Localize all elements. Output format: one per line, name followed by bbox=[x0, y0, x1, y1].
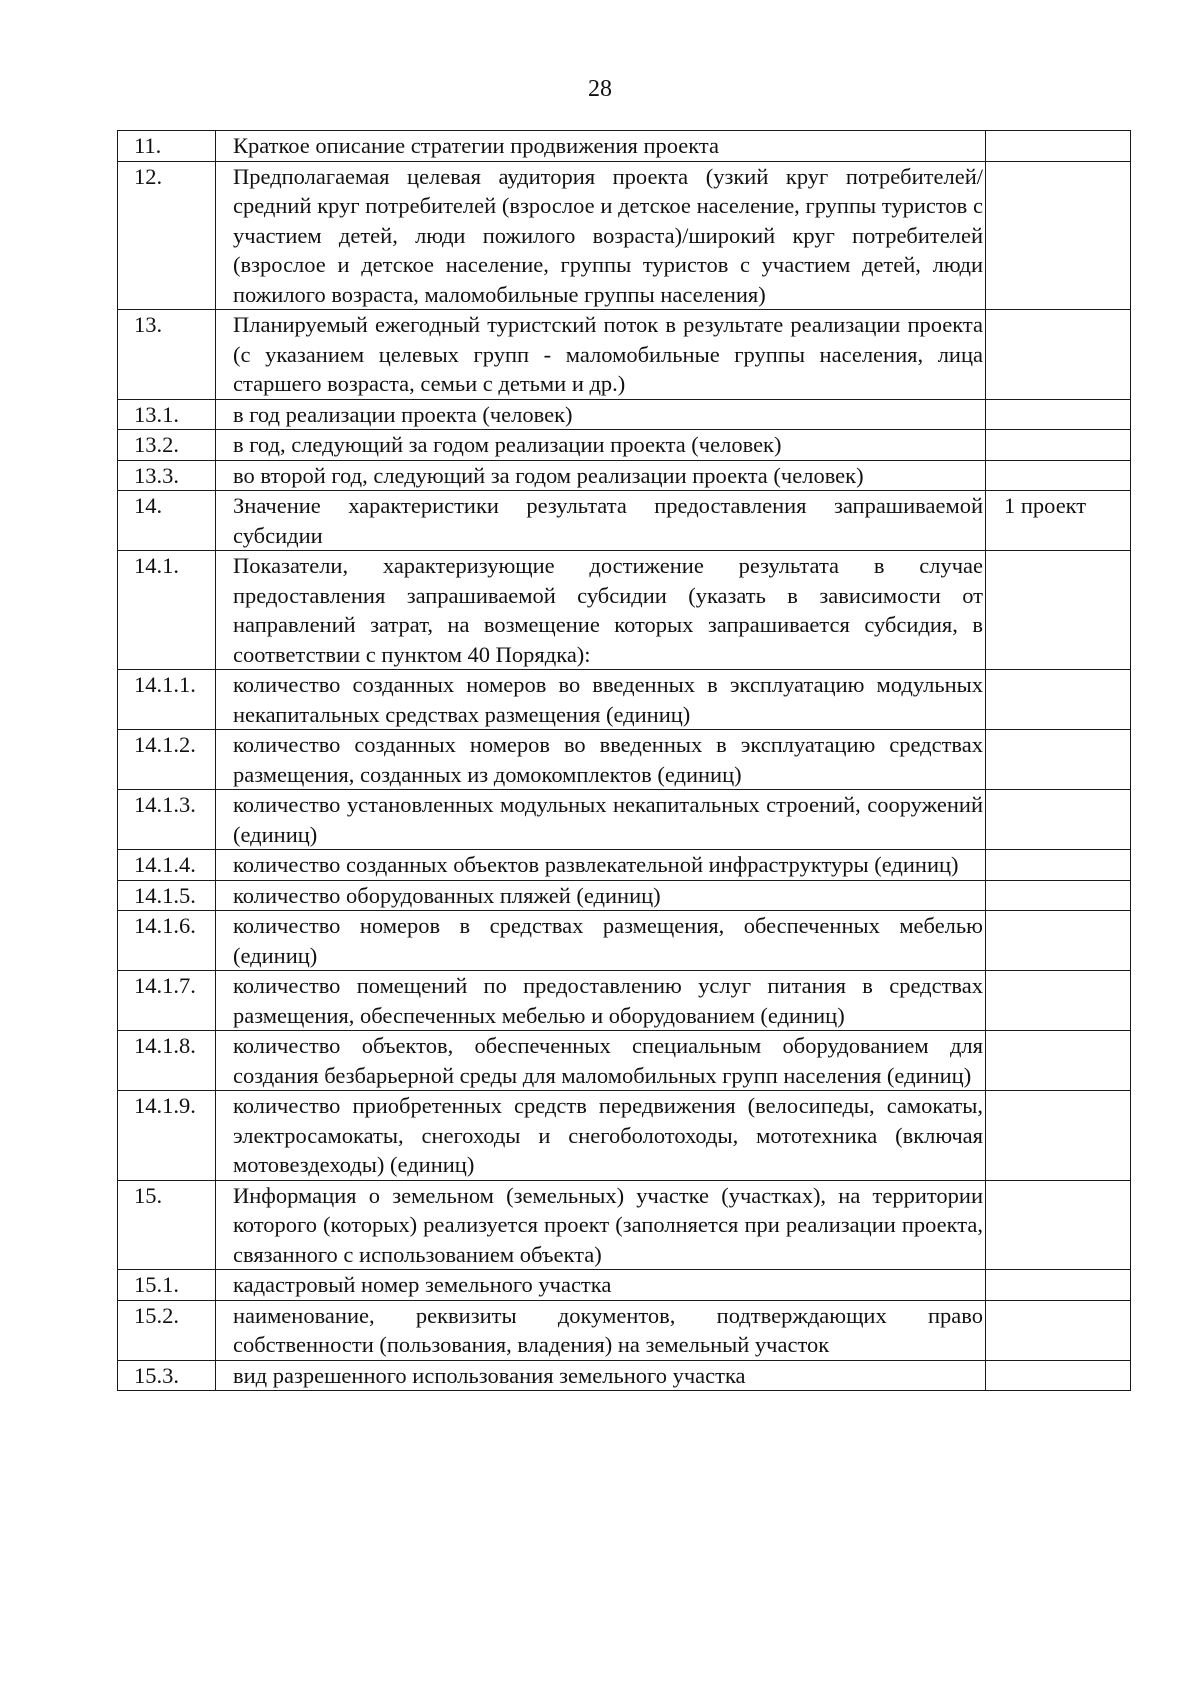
row-value bbox=[986, 730, 1131, 790]
row-description: Значение характеристики результата предоставления запрашиваемой субсидии bbox=[216, 491, 986, 551]
table-row bbox=[118, 1360, 1131, 1391]
table-row bbox=[118, 491, 1131, 551]
row-value bbox=[986, 161, 1131, 310]
row-description: количество созданных объектов развлекательной инфраструктуры (единиц) bbox=[216, 850, 986, 881]
table-row bbox=[118, 850, 1131, 881]
page-number: 28 bbox=[588, 76, 612, 102]
row-value bbox=[986, 460, 1131, 491]
table-row bbox=[118, 161, 1131, 310]
table-row bbox=[118, 310, 1131, 400]
row-value bbox=[986, 790, 1131, 850]
row-description: количество приобретенных средств передвижения (велосипеды, самокаты, электросамокаты, снегоходы и снегоболотоходы, мототехника (включая мотовездеходы) (единиц) bbox=[216, 1091, 986, 1181]
row-description: кадастровый номер земельного участка bbox=[216, 1270, 986, 1301]
row-description: количество помещений по предоставлению услуг питания в средствах размещения, обеспеченных мебелью и оборудованием (единиц) bbox=[216, 971, 986, 1031]
table-row bbox=[118, 1180, 1131, 1270]
row-description: вид разрешенного использования земельного участка bbox=[216, 1360, 986, 1391]
table-row bbox=[118, 131, 1131, 162]
row-number: 15.1. bbox=[118, 1270, 216, 1301]
row-description: Информация о земельном (земельных) участке (участках), на территории которого (которых) реализуется проект (заполняется при реализации проекта, связанного с использованием объекта) bbox=[216, 1180, 986, 1270]
row-value bbox=[986, 880, 1131, 911]
row-number: 11. bbox=[118, 131, 216, 162]
row-description: Показатели, характеризующие достижение результата в случае предоставления запрашиваемой субсидии (указать в зависимости от направлений затрат, на возмещение которых запрашивается субсидия, в соответствии с пунктом 40 Порядка): bbox=[216, 551, 986, 670]
row-number: 14.1.9. bbox=[118, 1091, 216, 1181]
table-row bbox=[118, 399, 1131, 430]
row-value bbox=[986, 131, 1131, 162]
row-description: количество созданных номеров во введенных в эксплуатацию модульных некапитальных средствах размещения (единиц) bbox=[216, 670, 986, 730]
row-number: 13. bbox=[118, 310, 216, 400]
row-value bbox=[986, 430, 1131, 461]
row-description: в год, следующий за годом реализации проекта (человек) bbox=[216, 430, 986, 461]
row-value bbox=[986, 1180, 1131, 1270]
row-value bbox=[986, 911, 1131, 971]
row-number: 14.1.8. bbox=[118, 1031, 216, 1091]
row-description: наименование, реквизиты документов, подтверждающих право собственности (пользования, владения) на земельный участок bbox=[216, 1300, 986, 1360]
table-row bbox=[118, 971, 1131, 1031]
row-description: во второй год, следующий за годом реализации проекта (человек) bbox=[216, 460, 986, 491]
row-value bbox=[986, 1091, 1131, 1181]
table-body bbox=[118, 131, 1131, 1391]
row-number: 14.1.6. bbox=[118, 911, 216, 971]
table-row bbox=[118, 730, 1131, 790]
row-description: Краткое описание стратегии продвижения проекта bbox=[216, 131, 986, 162]
row-number: 14.1.3. bbox=[118, 790, 216, 850]
row-value bbox=[986, 551, 1131, 670]
row-description: количество созданных номеров во введенных в эксплуатацию средствах размещения, созданных из домокомплектов (единиц) bbox=[216, 730, 986, 790]
row-number: 12. bbox=[118, 161, 216, 310]
row-description: Предполагаемая целевая аудитория проекта (узкий круг потребителей/средний круг потребителей (взрослое и детское население, группы туристов с участием детей, люди пожилого возраста)/широкий круг потребителей (взрослое и детское население, группы туристов с участием детей, люди пожилого возраста, маломобильные группы населения) bbox=[216, 161, 986, 310]
row-number: 14. bbox=[118, 491, 216, 551]
row-value: 1 проект bbox=[986, 491, 1131, 551]
application-form-table bbox=[117, 130, 1131, 1391]
row-number: 15.3. bbox=[118, 1360, 216, 1391]
table-row bbox=[118, 670, 1131, 730]
row-number: 14.1.7. bbox=[118, 971, 216, 1031]
table-row bbox=[118, 880, 1131, 911]
row-description: количество оборудованных пляжей (единиц) bbox=[216, 880, 986, 911]
row-description: Планируемый ежегодный туристский поток в результате реализации проекта (с указанием целевых групп - маломобильные группы населения, лица старшего возраста, семьи с детьми и др.) bbox=[216, 310, 986, 400]
table-row bbox=[118, 1270, 1131, 1301]
row-value bbox=[986, 1270, 1131, 1301]
row-description: количество установленных модульных некапитальных строений, сооружений (единиц) bbox=[216, 790, 986, 850]
table-row bbox=[118, 1091, 1131, 1181]
row-value bbox=[986, 1300, 1131, 1360]
row-value bbox=[986, 850, 1131, 881]
table-row bbox=[118, 911, 1131, 971]
row-value bbox=[986, 399, 1131, 430]
table-row bbox=[118, 1031, 1131, 1091]
row-number: 14.1.5. bbox=[118, 880, 216, 911]
row-number: 14.1.2. bbox=[118, 730, 216, 790]
row-description: количество объектов, обеспеченных специальным оборудованием для создания безбарьерной среды для маломобильных групп населения (единиц) bbox=[216, 1031, 986, 1091]
row-number: 15. bbox=[118, 1180, 216, 1270]
row-number: 13.1. bbox=[118, 399, 216, 430]
row-description: в год реализации проекта (человек) bbox=[216, 399, 986, 430]
row-value bbox=[986, 310, 1131, 400]
row-value bbox=[986, 670, 1131, 730]
row-value bbox=[986, 971, 1131, 1031]
table-row bbox=[118, 460, 1131, 491]
row-number: 14.1. bbox=[118, 551, 216, 670]
table-row bbox=[118, 430, 1131, 461]
table-row bbox=[118, 1300, 1131, 1360]
table-row bbox=[118, 551, 1131, 670]
row-value bbox=[986, 1031, 1131, 1091]
row-number: 15.2. bbox=[118, 1300, 216, 1360]
table-row bbox=[118, 790, 1131, 850]
row-number: 13.2. bbox=[118, 430, 216, 461]
row-number: 14.1.4. bbox=[118, 850, 216, 881]
row-number: 13.3. bbox=[118, 460, 216, 491]
row-number: 14.1.1. bbox=[118, 670, 216, 730]
row-value bbox=[986, 1360, 1131, 1391]
row-description: количество номеров в средствах размещения, обеспеченных мебелью (единиц) bbox=[216, 911, 986, 971]
